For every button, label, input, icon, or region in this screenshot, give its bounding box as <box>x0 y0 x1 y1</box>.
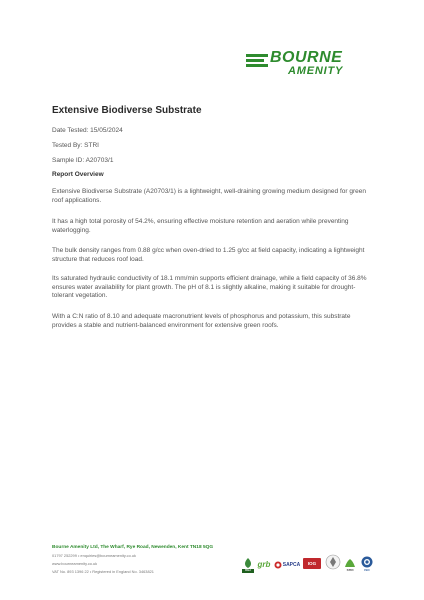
logo-stripes <box>246 54 268 69</box>
paragraph: Its saturated hydraulic conductivity of 18.1 mm/min supports efficient drainage, while a field capacity of 36.8% ensures water availability for plant growth. The pH of 8.1 is slightly alkaline, making it suitable for drought-tolerant vegetation. <box>52 275 367 300</box>
document-title: Extensive Biodiverse Substrate <box>52 105 202 116</box>
section-heading: Report Overview <box>52 171 104 178</box>
footer-contact: 01797 252299 • enquiries@bourneamenity.co.uk <box>52 553 136 558</box>
iso-logo: ISO <box>360 554 374 574</box>
company-logo <box>246 50 378 80</box>
stri-logo: STRI <box>343 556 357 574</box>
iog-logo: IOG <box>303 558 321 569</box>
date-tested: Date Tested: 15/05/2024 <box>52 127 123 134</box>
logo-text-amenity: AMENITY <box>288 65 344 77</box>
footer-registration: VAT No. 893 1396 22 • Registered in England No. 3463821 <box>52 569 154 574</box>
grb-logo: grb <box>257 559 271 569</box>
paragraph: With a C:N ratio of 8.10 and adequate macronutrient levels of phosphorus and potassium, this substrate provides a stable and nutrient-balanced environment for extensive green roofs. <box>52 313 351 329</box>
footer-company-address: Bourne Amenity Ltd, The Wharf, Rye Road, Newenden, Kent TN18 5QG <box>52 545 214 550</box>
accreditation-logos <box>241 552 375 576</box>
tested-by: Tested By: STRI <box>52 142 99 149</box>
crest-logo <box>325 554 341 570</box>
bali-logo: BALI <box>241 557 255 573</box>
paragraph: The bulk density ranges from 0.88 g/cc when oven-dried to 1.25 g/cc at field capacity, indicating a lightweight structure that reduces roof load. <box>52 247 365 263</box>
sample-id: Sample ID: A20703/1 <box>52 157 114 164</box>
logo-text-bourne: BOURNE <box>270 49 343 66</box>
sapca-logo: SAPCA <box>273 559 301 571</box>
footer-website: www.bourneamenity.co.uk <box>52 561 98 566</box>
paragraph: It has a high total porosity of 54.2%, ensuring effective moisture retention and aeration while preventing waterlogging. <box>52 218 349 234</box>
paragraph: Extensive Biodiverse Substrate (A20703/1) is a lightweight, well-draining growing medium designed for green roof applications. <box>52 188 366 204</box>
